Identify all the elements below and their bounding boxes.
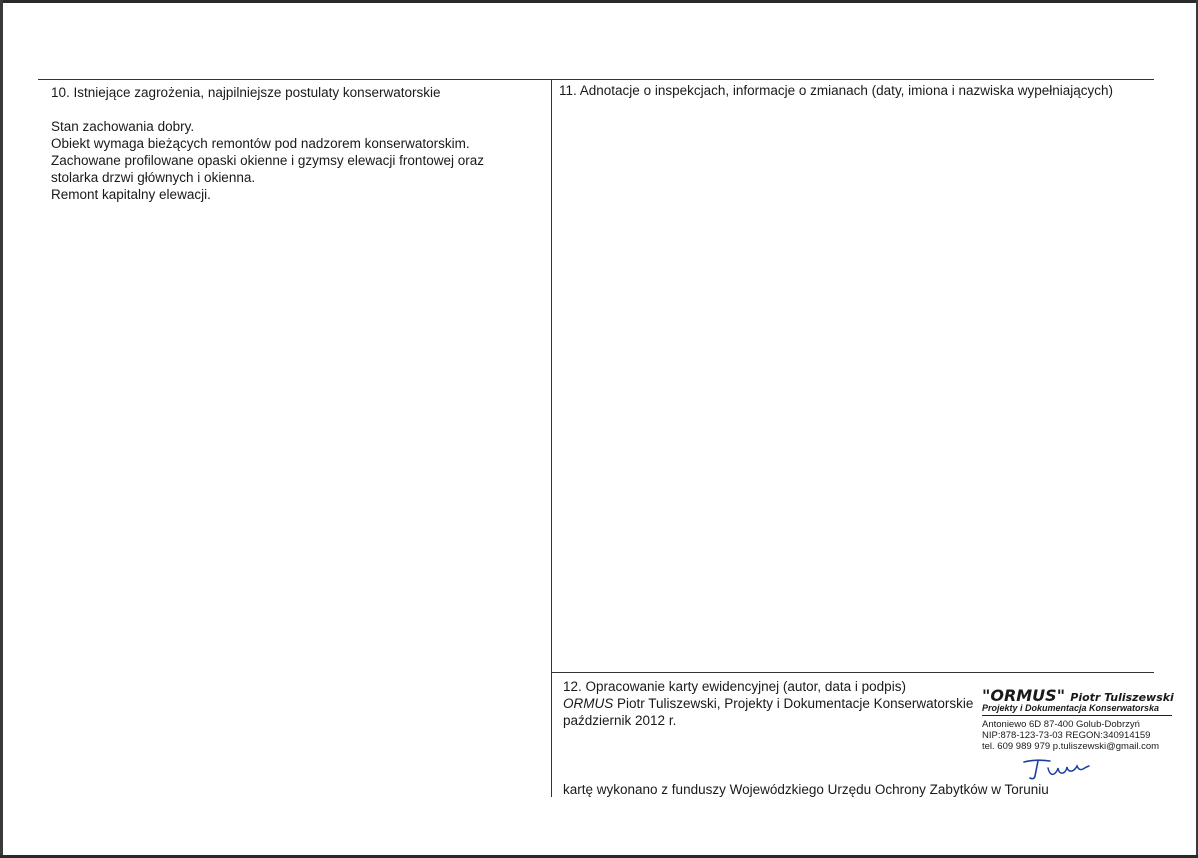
funding-note: kartę wykonano z funduszy Wojewódzkiego Urzędu Ochrony Zabytków w Toruniu [563, 782, 1049, 797]
section10-line: Obiekt wymaga bieżących remontów pod nadzorem konserwatorskim. [51, 136, 470, 151]
stamp-ids: NIP:878-123-73-03 REGON:340914159 [982, 730, 1151, 741]
stamp-owner: Piotr Tuliszewski [1070, 691, 1174, 704]
section12-title: 12. Opracowanie karty ewidencyjnej (autor, data i podpis) [563, 679, 906, 694]
section10-line: Zachowane profilowane opaski okienne i gzymsy elewacji frontowej oraz [51, 153, 484, 168]
section12-author [563, 695, 973, 712]
stamp-address: Antoniewo 6D 87-400 Golub-Dobrzyń [982, 719, 1140, 730]
section10-line: Remont kapitalny elewacji. [51, 187, 211, 202]
section10-line: stolarka drzwi głównych i okienna. [51, 170, 256, 185]
stamp-brand: "ORMUS" [982, 686, 1066, 705]
table-top-rule [38, 79, 1154, 80]
company-stamp [982, 686, 1172, 752]
column-divider [551, 79, 552, 797]
author-name: Piotr Tuliszewski, Projekty i Dokumentacje Konserwatorskie [613, 696, 974, 711]
stamp-contact: tel. 609 989 979 p.tuliszewski@gmail.com [982, 741, 1160, 752]
section10-content [51, 118, 531, 203]
stamp-subtitle: Projekty i Dokumentacja Konserwatorska [982, 703, 1172, 716]
signature-icon [1018, 756, 1108, 789]
page-border-top [0, 0, 1198, 3]
author-company: ORMUS [563, 696, 614, 711]
section12-rule [551, 672, 1154, 673]
section12-date: październik 2012 r. [563, 713, 677, 728]
section11-title: 11. Adnotacje o inspekcjach, informacje o zmianach (daty, imiona i nazwiska wypełniających) [559, 83, 1114, 98]
page-border-left [0, 0, 3, 858]
section10-line: Stan zachowania dobry. [51, 119, 195, 134]
section10-title: 10. Istniejące zagrożenia, najpilniejsze postulaty konserwatorskie [51, 85, 441, 100]
